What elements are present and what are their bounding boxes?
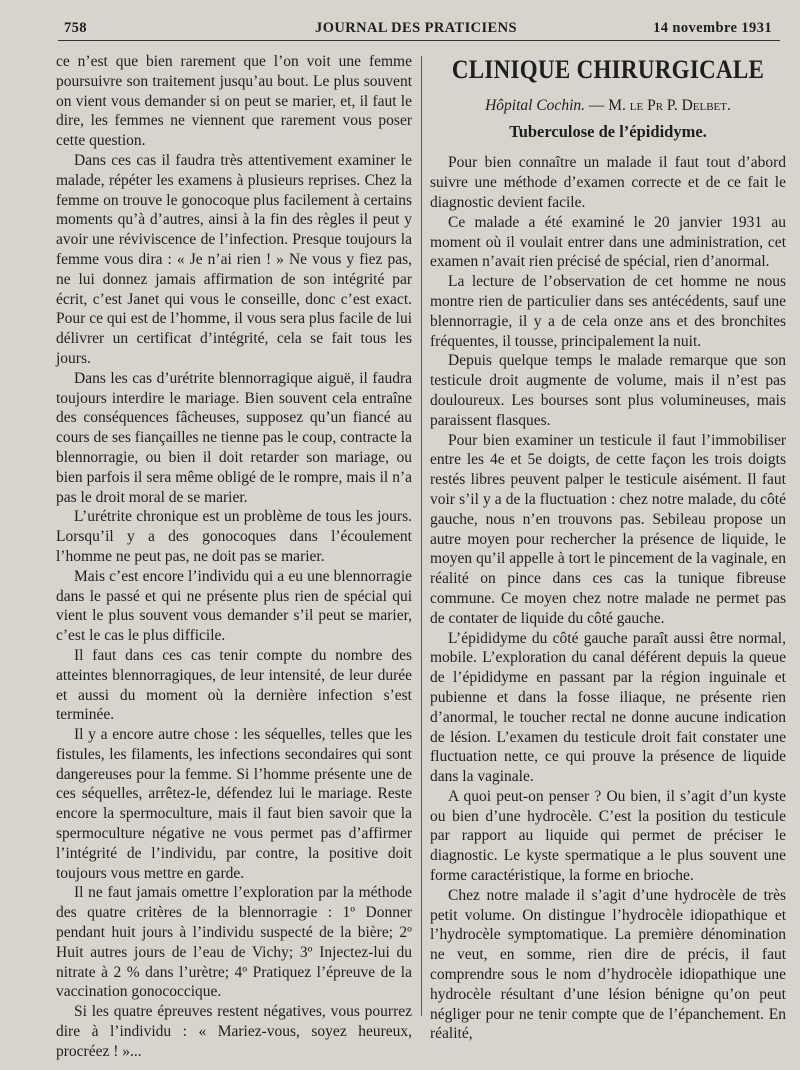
article-title: Tuberculose de l’épididyme.: [509, 121, 707, 141]
paragraph: Il y a encore autre chose : les séquelles, telles que les fistules, les filaments, les infections secondaires qui sont dangereuses pour la femme. Si l’homme présente une de ces séquelles, arrêtez-le, défendez lui le mariage. Reste encore la spermoculture, mais il faut bien savoir que la spermoculture négative ne vous permet pas d’affirmer l’intégrité de l’individu, par contre, la positive doit toujours vous mettre en garde.: [56, 726, 412, 882]
column-divider: [421, 56, 422, 1016]
paragraph: ce n’est que bien rarement que l’on voit une femme poursuivre son traitement jusqu’au bout. Le plus souvent on vient vous demander si on peut se marier, et, il faut le dire, les femmes ne viennent que rarement vous poser cette question.: [56, 53, 412, 150]
paragraph: Dans les cas d’urétrite blennorragique aiguë, il faudra toujours interdire le mariage. Bien souvent cela entraîne des conséquences fâcheuses, supposez qu’un fiancé au cours de ses fiançailles ne tienne pas le coup, contracte la blennorragie, ou bien il doit retarder son mariage, ou bien parfois il sera même obligé de le rompre, mais il n’a pas le droit moral de se marier.: [56, 369, 412, 506]
paragraph: L’urétrite chronique est un problème de tous les jours. Lorsqu’il y a des gonocoques dans l’écoulement l’homme ne peut pas, ne doit pas se marier.: [56, 508, 412, 565]
paragraph: Si les quatre épreuves restent négatives, vous pourrez dire à l’individu : « Mariez-vous, soyez heureux, procréez ! »...: [56, 1003, 412, 1060]
paragraph: Dans ces cas il faudra très attentivement examiner le malade, répéter les examens à plusieurs reprises. Chez la femme on trouve le gonocoque plus facilement à certains moments qu’à d’autres, ainsi à la fin des règles il peut y avoir une réviviscence de l’infection. Presque toujours la femme vous dira : « Je n’ai rien ! » Ne vous y fiez pas, ne lui donnez jamais affirmation de son intégrité par écrit, c’est Janet qui vous le conseille, donc c’est exact. Pour ce qui est de l’homme, il vous sera plus facile de lui délivrer un certificat d’intégrité, cela se fait tous les jours.: [56, 151, 412, 367]
right-column: [430, 52, 786, 1044]
paragraph: A quoi peut-on penser ? Ou bien, il s’agit d’un kyste ou bien d’une hydrocèle. C’est la position du testicule par rapport au liquide qui permet de préciser le diagnostic. Le kyste spermatique a le plus souvent une forme caractéristique, la forme en brioche.: [430, 787, 786, 885]
paragraph: Pour bien connaître un malade il faut tout d’abord suivre une méthode d’examen correcte et de ce fait le diagnostic devient facile.: [430, 154, 786, 211]
hospital-name: Hôpital Cochin.: [485, 96, 585, 114]
journal-title: JOURNAL DES PRATICIENS: [315, 20, 517, 36]
page-header: [60, 18, 772, 40]
paragraph: La lecture de l’observation de cet homme ne nous montre rien de particulier dans ses antécédents, sauf une blennorragie, il y a de cela onze ans et des bronchites fréquentes, il tousse, principalement la nuit.: [430, 273, 786, 350]
header-rule: [58, 40, 780, 41]
paragraph: Il ne faut jamais omettre l’exploration par la méthode des quatre critères de la blennorragie : 1º Donner pendant huit jours à l’individu suspecté de la bière; 2º Huit autres jours de l’eau de Vichy; 3º Injectez-lui du nitrate à 2 % dans l’urètre; 4º Pratiquez l’épreuve de la vaccination gonococcique.: [56, 884, 412, 1001]
paragraph: Mais c’est encore l’individu qui a eu une blennorragie dans le passé et qui ne présente plus rien de spécial qui vient le plus souvent vous demander s’il peut se marier, c’est le cas le plus difficile.: [56, 567, 412, 645]
professor-name: — M. le Pr P. Delbet.: [585, 96, 731, 114]
section-title: CLINIQUE CHIRURGICALE: [451, 55, 765, 84]
paragraph: Depuis quelque temps le malade remarque que son testicule droit augmente de volume, mais il n’est pas douloureux. Les bourses sont plus volumineuses, mais paraissent flasques.: [430, 352, 786, 429]
page-number: 758: [64, 20, 87, 36]
paragraph: Il faut dans ces cas tenir compte du nombre des atteintes blennorragiques, de leur intensité, de leur durée et aussi du moment où la dernière infection s’est terminée.: [56, 646, 412, 724]
paragraph: Chez notre malade il s’agit d’une hydrocèle de très petit volume. On distingue l’hydrocèle idiopathique et l’hydrocèle symptomatique. La première dénomination ne veut, en somme, rien dire de précis, il faut comprendre sous le nom d’hydrocèle idiopathique une hydrocèle résultant d’une lésion bénigne qu’on peut négliger pour ne tenir compte que de l’épanchement. En réalité,: [430, 886, 786, 1043]
left-column: [56, 52, 412, 1062]
paragraph: L’épididyme du côté gauche paraît aussi être normal, mobile. L’exploration du canal déférent depuis la queue de l’épididyme en passant par la région inguinale et pubienne et dans la fosse iliaque, ne présente rien d’anormal, le toucher rectal ne donne aucune indication de lésion. L’examen du testicule droit fait constater une fluctuation nette, ce qui prouve la présence de liquide dans la vaginale.: [430, 629, 786, 786]
paragraph: Pour bien examiner un testicule il faut l’immobiliser entre les 4e et 5e doigts, de cette façon les trois doigts restés libres peuvent palper le testicule aisément. Il faut voir s’il y a de la fluctuation : chez notre malade, du côté gauche, nous n’en trouvons pas. Sebileau propose un autre moyen pour rechercher la présence de liquide, le moyen qu’il appelle à tort le pincement de la vaginale, en réalité on pince dans ces cas la tunique fibreuse commune. Ce moyen chez notre malade ne permet pas de contater de liquide du côté gauche.: [430, 431, 786, 627]
hospital-line: [430, 96, 786, 116]
paragraph: Ce malade a été examiné le 20 janvier 1931 au moment où il voulait entrer dans une administration, cet examen n’avait rien précisé de spécial, rien d’anormal.: [430, 213, 786, 271]
issue-date: 14 novembre 1931: [653, 20, 772, 36]
